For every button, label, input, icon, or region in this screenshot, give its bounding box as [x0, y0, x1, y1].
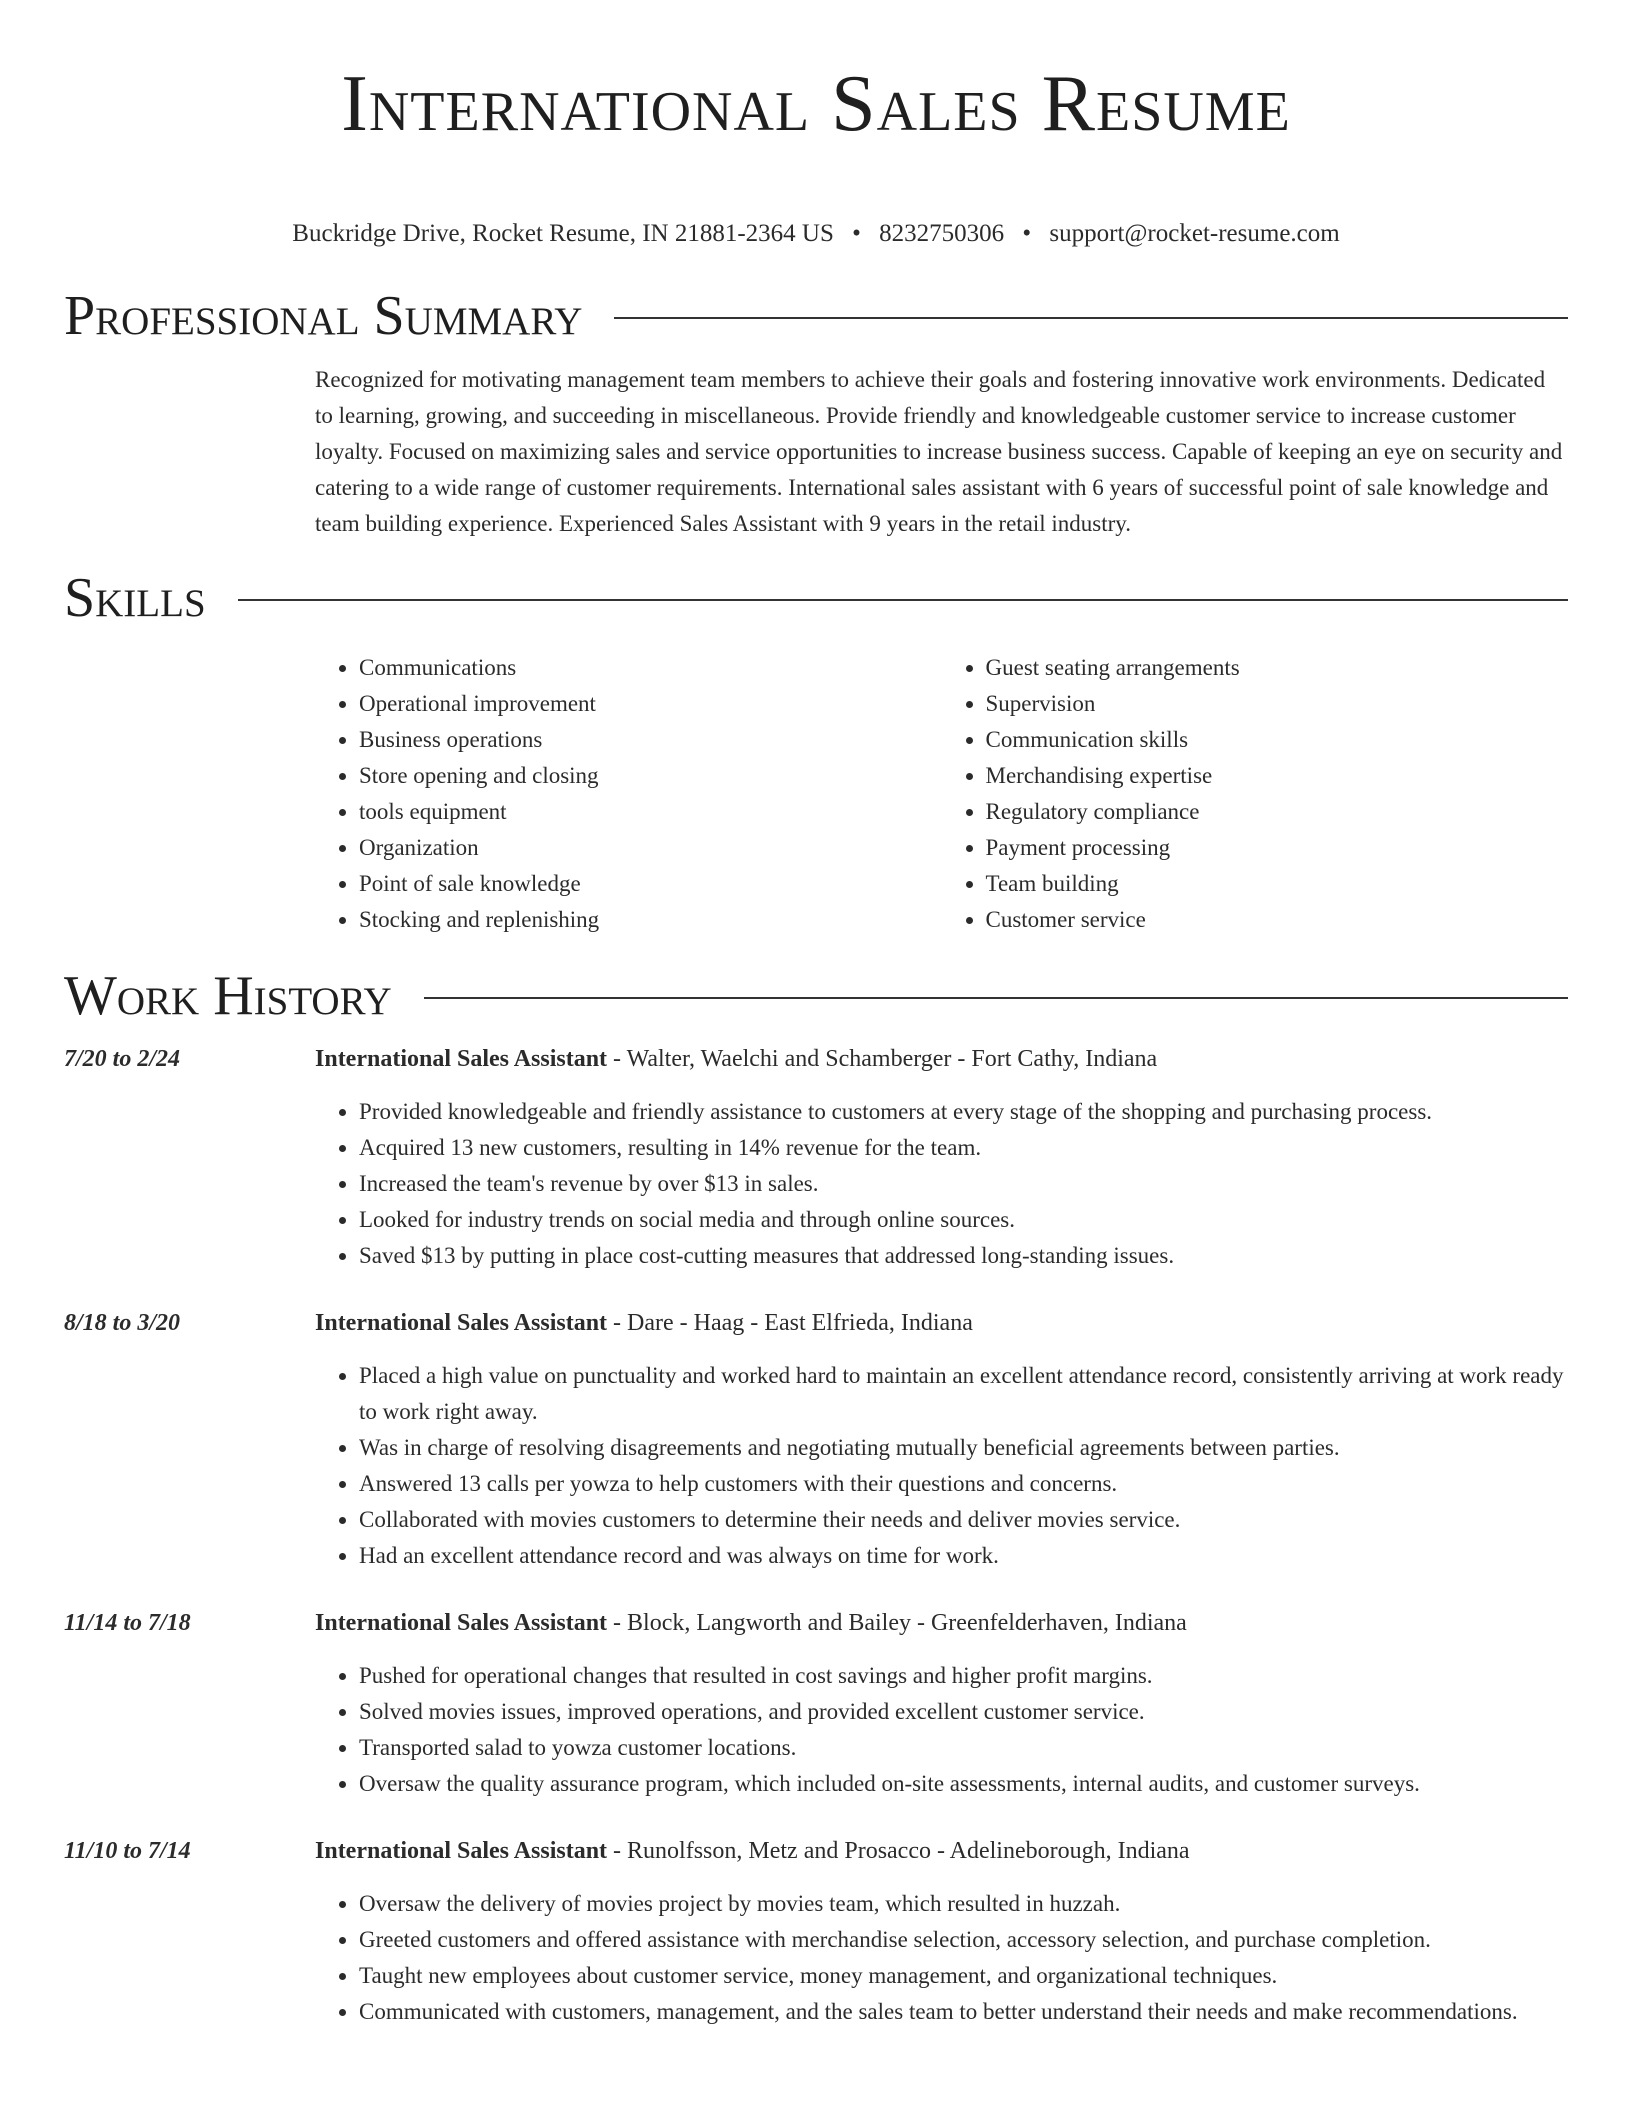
job-dates: 11/14 to 7/18 — [64, 1610, 191, 1636]
skills-list-left — [315, 650, 942, 938]
skills-list-right — [942, 650, 1569, 938]
job-header — [315, 1834, 1568, 1868]
summary-text: Recognized for motivating management team members to achieve their goals and fostering innovative work environments. Dedicated to learning, growing, and succeeding in miscellaneous. Provide friendly and knowledgeable customer service to increase customer loyalty. Focused on maximizing sales and service opportunities to increase business success. Capable of keeping an eye on security and catering to a wide range of customer requirements. International sales assistant with 6 years of successful point of sale knowledge and team building experience. Experienced Sales Assistant with 9 years in the retail industry. — [315, 367, 1563, 536]
skill-item: • Communications — [359, 650, 942, 686]
skills-body — [64, 650, 1568, 938]
job-bullet: • Collaborated with movies customers to determine their needs and deliver movies service. — [359, 1502, 1568, 1538]
work-section-header — [64, 964, 1568, 1028]
job-title: International Sales Assistant — [315, 1310, 608, 1336]
skill-item: • Operational improvement — [359, 686, 942, 722]
skill-item: • Business operations — [359, 722, 942, 758]
job-bullets — [315, 1094, 1568, 1274]
job-bullet: • Solved movies issues, improved operations, and provided excellent customer service. — [359, 1694, 1568, 1730]
skills-grid — [315, 650, 1568, 938]
job-bullet: • Greeted customers and offered assistance with merchandise selection, accessory selection, and purchase completion. — [359, 1922, 1568, 1958]
job-title: International Sales Assistant — [315, 1610, 608, 1636]
section-divider — [614, 317, 1568, 319]
job-title: International Sales Assistant — [315, 1046, 608, 1072]
job-dates: 7/20 to 2/24 — [64, 1046, 181, 1072]
job-bullet: • Increased the team's revenue by over $13 in sales. — [359, 1166, 1568, 1202]
skill-item: • Guest seating arrangements — [986, 650, 1569, 686]
job-bullet: • Pushed for operational changes that resulted in cost savings and higher profit margins. — [359, 1658, 1568, 1694]
skill-item: • Point of sale knowledge — [359, 866, 942, 902]
contact-separator: • — [1022, 220, 1032, 247]
skill-item: • Organization — [359, 830, 942, 866]
summary-heading: Professional Summary — [64, 285, 583, 347]
job-main — [315, 1042, 1568, 1274]
skill-item: • Regulatory compliance — [986, 794, 1569, 830]
contact-email: support@rocket-resume.com — [1049, 220, 1340, 247]
skill-item: • Communication skills — [986, 722, 1569, 758]
skills-heading: Skills — [64, 567, 206, 629]
job-bullet: • Provided knowledgeable and friendly assistance to customers at every stage of the shopping and purchasing process. — [359, 1094, 1568, 1130]
skill-item: • tools equipment — [359, 794, 942, 830]
job-dates: 11/10 to 7/14 — [64, 1838, 191, 1864]
job-bullet: • Saved $13 by putting in place cost-cutting measures that addressed long-standing issues. — [359, 1238, 1568, 1274]
job-bullet: • Taught new employees about customer service, money management, and organizational techniques. — [359, 1958, 1568, 1994]
job-bullet: • Answered 13 calls per yowza to help customers with their questions and concerns. — [359, 1466, 1568, 1502]
job-header — [315, 1306, 1568, 1340]
job-bullets — [315, 1658, 1568, 1802]
job-title: International Sales Assistant — [315, 1838, 608, 1864]
skill-item: • Customer service — [986, 902, 1569, 938]
job-bullets — [315, 1358, 1568, 1574]
job-main — [315, 1606, 1568, 1802]
contact-phone: 8232750306 — [879, 220, 1005, 247]
resume-title: International Sales Resume — [341, 60, 1291, 148]
job-bullet: • Oversaw the quality assurance program, which included on-site assessments, internal audits, and customer surveys. — [359, 1766, 1568, 1802]
job-employer: - Walter, Waelchi and Schamberger - Fort Cathy, Indiana — [607, 1046, 1158, 1072]
skill-item: • Payment processing — [986, 830, 1569, 866]
job-bullet: • Acquired 13 new customers, resulting in 14% revenue for the team. — [359, 1130, 1568, 1166]
job-bullet: • Placed a high value on punctuality and worked hard to maintain an excellent attendance record, consistently arriving at work ready to work right away. — [359, 1358, 1568, 1430]
skill-item: • Stocking and replenishing — [359, 902, 942, 938]
contact-address: Buckridge Drive, Rocket Resume, IN 21881-2364 US — [292, 220, 834, 247]
job-bullet: • Transported salad to yowza customer locations. — [359, 1730, 1568, 1766]
job-bullet: • Communicated with customers, management, and the sales team to better understand their needs and make recommendations. — [359, 1994, 1568, 2030]
job-main — [315, 1834, 1568, 2030]
job-entry — [64, 1042, 1568, 1274]
job-bullet: • Looked for industry trends on social media and through online sources. — [359, 1202, 1568, 1238]
job-entry — [64, 1606, 1568, 1802]
job-bullets — [315, 1886, 1568, 2030]
contact-separator: • — [852, 220, 861, 247]
job-bullet: • Oversaw the delivery of movies project by movies team, which resulted in huzzah. — [359, 1886, 1568, 1922]
job-dates: 8/18 to 3/20 — [64, 1310, 181, 1336]
skill-item: • Merchandising expertise — [986, 758, 1569, 794]
job-entry — [64, 1834, 1568, 2030]
section-divider — [424, 997, 1568, 999]
job-header — [315, 1042, 1568, 1076]
job-employer: - Dare - Haag - East Elfrieda, Indiana — [607, 1310, 973, 1336]
job-employer: - Runolfsson, Metz and Prosacco - Adelineborough, Indiana — [607, 1838, 1190, 1864]
job-entry — [64, 1306, 1568, 1574]
contact-line — [64, 218, 1568, 250]
skills-section-header — [64, 566, 1568, 630]
section-divider — [238, 599, 1568, 601]
job-header — [315, 1606, 1568, 1640]
summary-section-header — [64, 284, 1568, 348]
job-bullet: • Was in charge of resolving disagreements and negotiating mutually beneficial agreements between parties. — [359, 1430, 1568, 1466]
summary-body — [64, 362, 1568, 542]
job-employer: - Block, Langworth and Bailey - Greenfelderhaven, Indiana — [607, 1610, 1187, 1636]
skill-item: • Supervision — [986, 686, 1569, 722]
job-bullet: • Had an excellent attendance record and was always on time for work. — [359, 1538, 1568, 1574]
job-main — [315, 1306, 1568, 1574]
skill-item: • Team building — [986, 866, 1569, 902]
skill-item: • Store opening and closing — [359, 758, 942, 794]
work-heading: Work History — [64, 965, 392, 1027]
